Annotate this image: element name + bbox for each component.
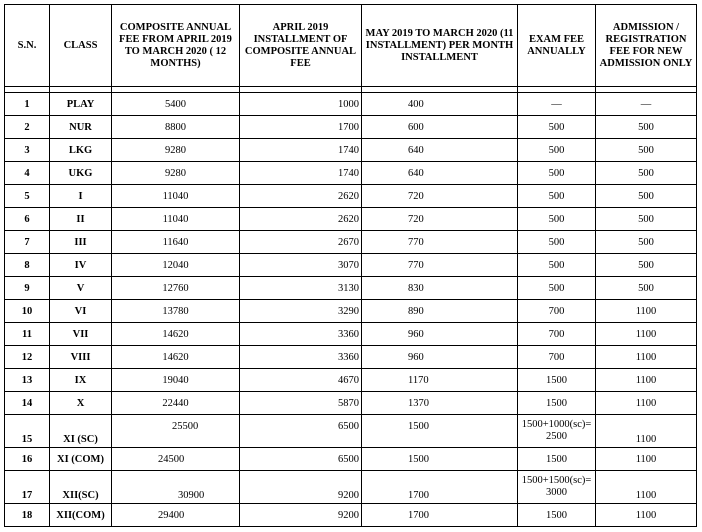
cell-may: 1170	[362, 369, 518, 392]
cell-class: V	[50, 277, 112, 300]
cell-may: 1700	[362, 471, 518, 504]
cell-composite: 29400	[112, 504, 240, 527]
cell-sn: 8	[5, 254, 50, 277]
cell-may: 830	[362, 277, 518, 300]
cell-may: 960	[362, 323, 518, 346]
cell-sn: 18	[5, 504, 50, 527]
cell-class: II	[50, 208, 112, 231]
cell-sn: 1	[5, 93, 50, 116]
cell-exam: 1500	[518, 369, 596, 392]
cell-admission: 500	[596, 162, 697, 185]
exam-line-1: 1500+1500(sc)=	[521, 475, 592, 486]
table-row	[5, 208, 697, 231]
cell-exam: 500	[518, 162, 596, 185]
cell-sn: 14	[5, 392, 50, 415]
cell-class: NUR	[50, 116, 112, 139]
cell-composite: 19040	[112, 369, 240, 392]
cell-may: 600	[362, 116, 518, 139]
cell-admission: 500	[596, 277, 697, 300]
cell-april: 3070	[240, 254, 362, 277]
cell-exam: 1500	[518, 448, 596, 471]
cell-exam: —	[518, 93, 596, 116]
cell-april: 3360	[240, 346, 362, 369]
cell-class: IX	[50, 369, 112, 392]
cell-april: 2620	[240, 185, 362, 208]
exam-line-1: 1500+1000(sc)=	[521, 419, 592, 430]
cell-april: 1000	[240, 93, 362, 116]
cell-april: 3360	[240, 323, 362, 346]
header-exam: EXAM FEE ANNUALLY	[518, 5, 596, 87]
cell-april: 1740	[240, 162, 362, 185]
cell-admission: 1100	[596, 346, 697, 369]
cell-april: 3130	[240, 277, 362, 300]
cell-admission: 1100	[596, 448, 697, 471]
header-sn: S.N.	[5, 5, 50, 87]
cell-may: 890	[362, 300, 518, 323]
cell-composite: 9280	[112, 139, 240, 162]
cell-composite: 5400	[112, 93, 240, 116]
cell-exam	[518, 415, 596, 448]
cell-composite: 12040	[112, 254, 240, 277]
cell-sn: 10	[5, 300, 50, 323]
cell-april: 2670	[240, 231, 362, 254]
table-row	[5, 471, 697, 504]
cell-exam: 500	[518, 208, 596, 231]
cell-april: 4670	[240, 369, 362, 392]
cell-sn: 12	[5, 346, 50, 369]
cell-sn: 3	[5, 139, 50, 162]
cell-may: 720	[362, 208, 518, 231]
table-row	[5, 369, 697, 392]
cell-admission: 1100	[596, 300, 697, 323]
cell-sn: 16	[5, 448, 50, 471]
cell-class: XII(COM)	[50, 504, 112, 527]
cell-sn: 6	[5, 208, 50, 231]
cell-admission: 1100	[596, 323, 697, 346]
table-row	[5, 300, 697, 323]
cell-may: 1500	[362, 448, 518, 471]
cell-exam	[518, 471, 596, 504]
cell-april: 9200	[240, 504, 362, 527]
cell-may: 1700	[362, 504, 518, 527]
cell-composite: 14620	[112, 346, 240, 369]
cell-sn: 17	[5, 471, 50, 504]
cell-admission: 500	[596, 185, 697, 208]
header-may: MAY 2019 TO MARCH 2020 (11 INSTALLMENT) PER MONTH INSTALLMENT	[362, 5, 518, 87]
cell-exam: 500	[518, 116, 596, 139]
cell-admission: 1100	[596, 392, 697, 415]
cell-admission: 500	[596, 208, 697, 231]
cell-sn: 9	[5, 277, 50, 300]
table-row	[5, 323, 697, 346]
cell-composite: 11040	[112, 208, 240, 231]
cell-admission: 500	[596, 116, 697, 139]
cell-admission: 1100	[596, 415, 697, 448]
table-row	[5, 231, 697, 254]
cell-exam: 1500	[518, 392, 596, 415]
cell-class: XI (COM)	[50, 448, 112, 471]
table-row	[5, 139, 697, 162]
cell-admission: 1100	[596, 369, 697, 392]
header-composite: COMPOSITE ANNUAL FEE FROM APRIL 2019 TO MARCH 2020 ( 12 MONTHS)	[112, 5, 240, 87]
table-row	[5, 392, 697, 415]
table-row	[5, 415, 697, 448]
cell-class: I	[50, 185, 112, 208]
cell-april: 3290	[240, 300, 362, 323]
table-row	[5, 162, 697, 185]
cell-sn: 2	[5, 116, 50, 139]
cell-exam: 700	[518, 323, 596, 346]
cell-class: XI (SC)	[50, 415, 112, 448]
cell-sn: 5	[5, 185, 50, 208]
cell-composite: 11640	[112, 231, 240, 254]
header-april: APRIL 2019 INSTALLMENT OF COMPOSITE ANNUAL FEE	[240, 5, 362, 87]
cell-admission: 500	[596, 231, 697, 254]
cell-composite: 14620	[112, 323, 240, 346]
cell-composite: 13780	[112, 300, 240, 323]
cell-exam: 1500	[518, 504, 596, 527]
header-class: CLASS	[50, 5, 112, 87]
cell-exam: 500	[518, 139, 596, 162]
cell-composite: 8800	[112, 116, 240, 139]
cell-class: VIII	[50, 346, 112, 369]
exam-line-2: 3000	[546, 487, 567, 498]
cell-april: 6500	[240, 448, 362, 471]
cell-admission: 500	[596, 139, 697, 162]
cell-class: III	[50, 231, 112, 254]
cell-may: 400	[362, 93, 518, 116]
cell-class: X	[50, 392, 112, 415]
cell-sn: 11	[5, 323, 50, 346]
cell-may: 1370	[362, 392, 518, 415]
table-row	[5, 448, 697, 471]
cell-may: 1500	[362, 415, 518, 448]
cell-composite: 25500	[112, 415, 240, 448]
cell-may: 640	[362, 162, 518, 185]
cell-composite: 11040	[112, 185, 240, 208]
cell-may: 770	[362, 254, 518, 277]
cell-may: 960	[362, 346, 518, 369]
cell-exam: 500	[518, 231, 596, 254]
cell-sn: 7	[5, 231, 50, 254]
cell-sn: 4	[5, 162, 50, 185]
exam-line-2: 2500	[546, 431, 567, 442]
cell-composite: 9280	[112, 162, 240, 185]
cell-april: 1700	[240, 116, 362, 139]
cell-composite: 30900	[112, 471, 240, 504]
cell-april: 9200	[240, 471, 362, 504]
table-row	[5, 277, 697, 300]
cell-class: XII(SC)	[50, 471, 112, 504]
table-row	[5, 346, 697, 369]
table-header-row	[5, 5, 697, 87]
cell-april: 2620	[240, 208, 362, 231]
table-row	[5, 116, 697, 139]
cell-composite: 22440	[112, 392, 240, 415]
cell-class: VI	[50, 300, 112, 323]
cell-admission: 1100	[596, 471, 697, 504]
fee-structure-table	[4, 4, 697, 527]
cell-class: LKG	[50, 139, 112, 162]
cell-class: VII	[50, 323, 112, 346]
cell-may: 770	[362, 231, 518, 254]
cell-class: PLAY	[50, 93, 112, 116]
table-row	[5, 93, 697, 116]
cell-may: 720	[362, 185, 518, 208]
cell-sn: 15	[5, 415, 50, 448]
cell-admission: —	[596, 93, 697, 116]
cell-exam: 500	[518, 277, 596, 300]
cell-class: IV	[50, 254, 112, 277]
table-row	[5, 254, 697, 277]
cell-composite: 12760	[112, 277, 240, 300]
cell-exam: 700	[518, 346, 596, 369]
cell-class: UKG	[50, 162, 112, 185]
cell-may: 640	[362, 139, 518, 162]
cell-april: 1740	[240, 139, 362, 162]
cell-exam: 500	[518, 185, 596, 208]
cell-sn: 13	[5, 369, 50, 392]
table-row	[5, 185, 697, 208]
cell-exam: 700	[518, 300, 596, 323]
cell-april: 5870	[240, 392, 362, 415]
cell-exam: 500	[518, 254, 596, 277]
header-admission: ADMISSION / REGISTRATION FEE FOR NEW ADMISSION ONLY	[596, 5, 697, 87]
cell-composite: 24500	[112, 448, 240, 471]
cell-admission: 500	[596, 254, 697, 277]
cell-april: 6500	[240, 415, 362, 448]
table-row	[5, 504, 697, 527]
cell-admission: 1100	[596, 504, 697, 527]
